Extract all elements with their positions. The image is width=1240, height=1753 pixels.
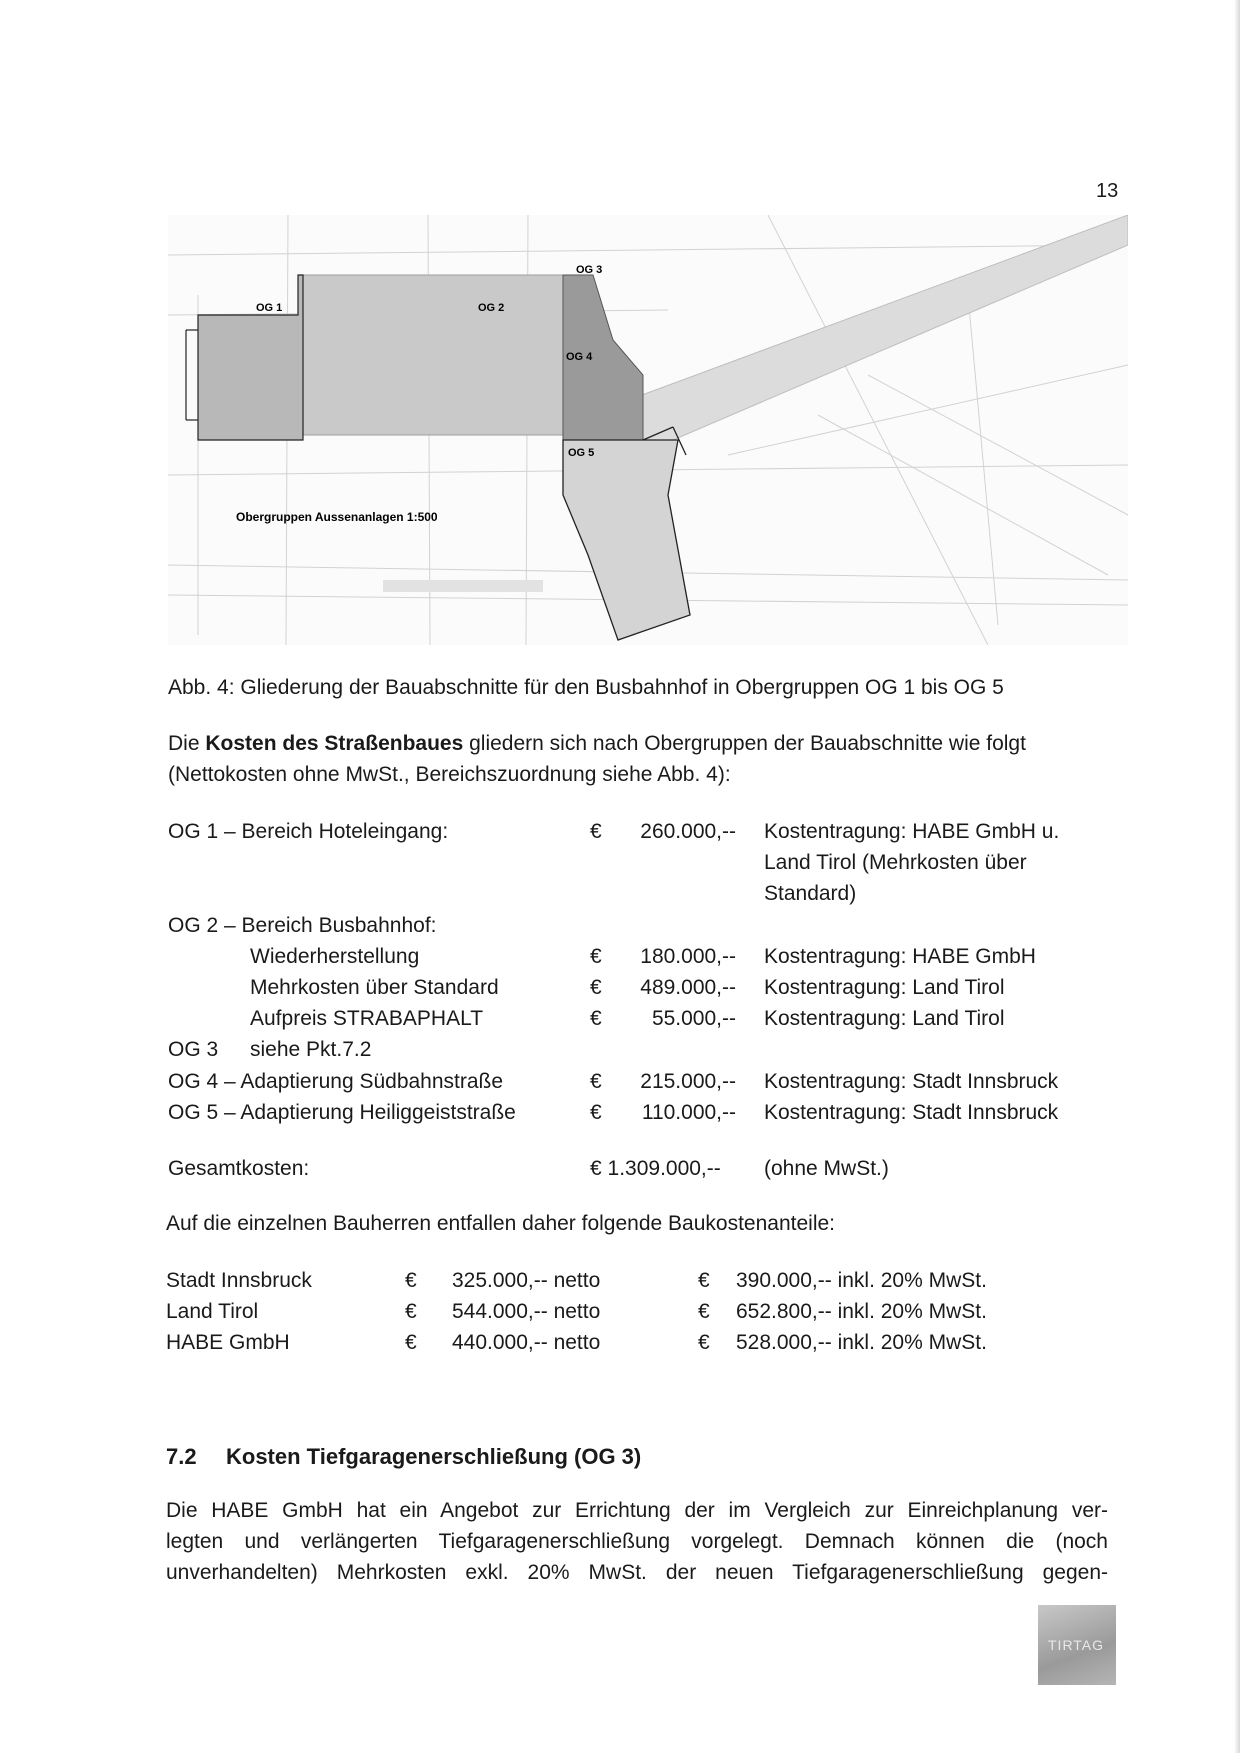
og4-label: OG 4 – Adaptierung Südbahnstraße <box>168 1070 504 1093</box>
section-heading: 7.2 Kosten Tiefgaragenerschließung (OG 3) <box>166 1444 642 1469</box>
site-plan-figure <box>168 215 1128 645</box>
label-og1: OG 1 <box>256 302 283 314</box>
label-og5: OG 5 <box>568 447 595 459</box>
total-amount: € 1.309.000,-- <box>590 1157 721 1180</box>
label-og3: OG 3 <box>576 264 603 276</box>
shares-intro: Auf die einzelnen Bauherren entfallen daher folgende Baukostenanteile: <box>166 1212 835 1235</box>
zone-og2-area <box>298 275 563 435</box>
og3-label: siehe Pkt.7.2 <box>250 1038 372 1061</box>
og3-code: OG 3 <box>168 1038 219 1061</box>
total-label: Gesamtkosten: <box>168 1157 310 1180</box>
scan-edge <box>1234 0 1240 1753</box>
label-og4: OG 4 <box>566 351 593 363</box>
label-og2: OG 2 <box>478 302 505 314</box>
og5-label: OG 5 – Adaptierung Heiliggeiststraße <box>168 1101 516 1124</box>
og1-amount: 260.000,-- <box>640 820 736 843</box>
og1-label: OG 1 – Bereich Hoteleingang: <box>168 820 449 843</box>
intro-paragraph: Die Kosten des Straßenbaues gliedern sich nach Obergruppen der Bauabschnitte wie folgt (Nettokosten ohne MwSt., Bereichszuordnung siehe Abb. 4): <box>168 732 1026 786</box>
og2-label: OG 2 – Bereich Busbahnhof: <box>168 914 437 937</box>
figure-caption: Abb. 4: Gliederung der Bauabschnitte für den Busbahnhof in Obergruppen OG 1 bis OG 5 <box>168 676 1004 699</box>
share-name: HABE GmbH <box>166 1331 290 1354</box>
tirtag-stamp: TIRTAG <box>1038 1605 1116 1685</box>
page-number: 13 <box>1096 180 1119 202</box>
share-name: Stadt Innsbruck <box>166 1269 312 1292</box>
plan-title: Obergruppen Aussenanlagen 1:500 <box>236 510 438 524</box>
share-name: Land Tirol <box>166 1300 259 1323</box>
section-paragraph: Die HABE GmbH hat ein Angebot zur Errichtung der im Vergleich zur Einreichplanung ver- legten und verlängerten Tiefgaragenerschließung vorgelegt. Demnach können die (noch unverhandelten) Mehrkosten exkl. 20% MwSt. der neuen Tiefgaragenerschließung gegen- <box>166 1499 1108 1584</box>
total-note: (ohne MwSt.) <box>764 1157 889 1180</box>
intro-bold: Kosten des Straßenbaues <box>205 732 464 755</box>
